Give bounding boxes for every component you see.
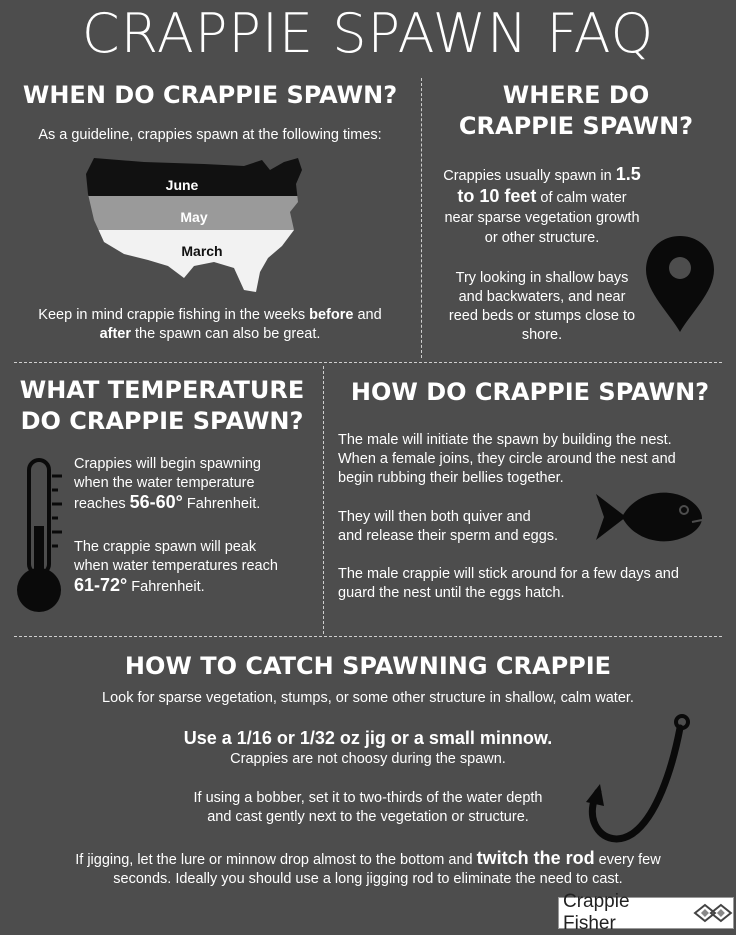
where-depth-text: Crappies usually spawn in 1.5 to 10 feet of calm water near sparse vegetation growth or other structure. [443,164,641,246]
when-heading: WHEN DO CRAPPIE SPAWN? [22,81,398,109]
where-heading: WHERE DO CRAPPIE SPAWN? [458,81,694,140]
catch-bold-line: Use a 1/16 or 1/32 oz jig or a small minnow. [183,728,553,748]
band-june-label: June [165,177,199,193]
when-note: Keep in mind crappie fishing in the weeks before and after the spawn can also be great. [38,307,382,342]
catch-intro: Look for sparse vegetation, stumps, or some other structure in shallow, calm water. [102,690,634,706]
crappie-fisher-logo [558,891,734,934]
fish-icon [592,484,704,550]
divider-lower-horizontal [14,636,722,637]
catch-sub-line: Crappies are not choosy during the spawn. [230,751,506,767]
how-heading: HOW DO CRAPPIE SPAWN? [350,378,710,406]
fish-pattern-logo-icon [693,902,733,924]
band-may-label: May [180,209,208,225]
how-release-text: They will then both quiver and and release their sperm and eggs. [338,509,559,544]
us-map-spawn-bands [84,150,306,300]
divider-middle-horizontal [14,362,722,363]
where-location-text: Try looking in shallow bays and backwaters, and near reed beds or stumps close to shore. [448,270,636,343]
how-nest-text: The male will initiate the spawn by building the nest. When a female joins, they circle around the nest and begin rubbing their bellies together. [338,432,676,486]
temp-begin-text: Crappies will begin spawning when the water temperature reaches 56-60° Fahrenheit. [74,456,261,512]
temp-heading: WHAT TEMPERATURE DO CRAPPIE SPAWN? [19,376,305,435]
page-title: CRAPPIE SPAWN FAQ [81,2,655,65]
catch-jig-text: If jigging, let the lure or minnow drop almost to the bottom and twitch the rod every few seconds. Ideally you should use a long jigging rod to eliminate the need to cast. [75,848,661,887]
location-pin-icon [644,234,716,334]
catch-bobber-text: If using a bobber, set it to two-thirds of the water depth and cast gently next to the vegetation or structure. [193,790,543,825]
divider-top-vertical [421,78,422,358]
temp-peak-text: The crappie spawn will peak when water temperatures reach 61-72° Fahrenheit. [74,539,278,595]
fish-hook-icon [576,710,696,846]
when-intro: As a guideline, crappies spawn at the following times: [38,127,382,143]
logo-text: Crappie Fisher [563,891,630,934]
thermometer-icon [14,456,74,616]
catch-heading: HOW TO CATCH SPAWNING CRAPPIE [124,652,612,680]
band-march-label: March [181,243,223,259]
how-guard-text: The male crappie will stick around for a few days and guard the nest until the eggs hatch. [338,566,679,601]
